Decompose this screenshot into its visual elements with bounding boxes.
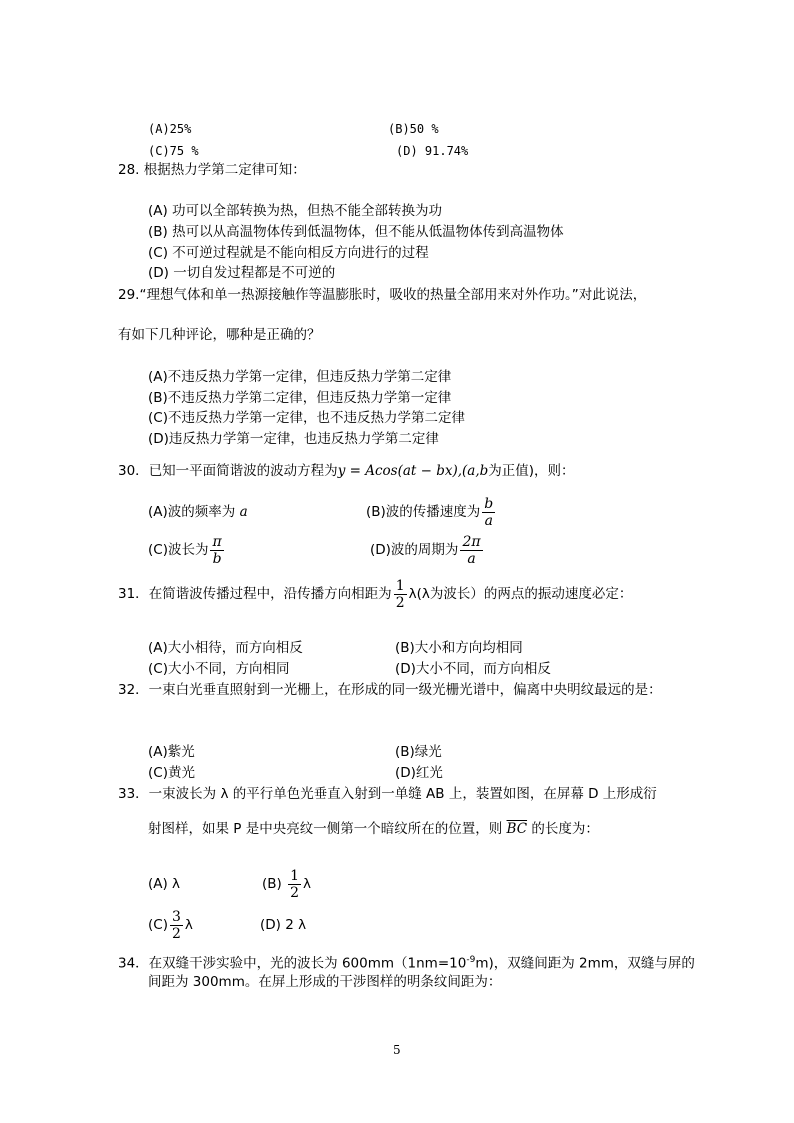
stem-text: 射图样，如果 P 是中央亮纹一侧第一个暗纹所在的位置，则 bbox=[148, 821, 503, 837]
question-stem-cont: 间距为 300mm。在屏上形成的干涉图样的明条纹间距为： bbox=[148, 974, 502, 990]
exponent: -9 bbox=[466, 955, 476, 965]
numerator: π bbox=[212, 533, 222, 550]
fraction bbox=[210, 534, 223, 567]
denominator: 2 bbox=[171, 925, 181, 942]
option-c: (C)不违反热力学第一定律，也不违反热力学第二定律 bbox=[148, 410, 465, 426]
option-c bbox=[148, 907, 193, 943]
fraction bbox=[482, 496, 495, 529]
denominator: a bbox=[484, 512, 493, 529]
option-a: (A)紫光 bbox=[148, 744, 195, 760]
option-c: (C) 不可逆过程就是不能向相反方向进行的过程 bbox=[148, 245, 429, 261]
option-b bbox=[262, 866, 311, 902]
math: a bbox=[239, 504, 248, 520]
option-c: (C)大小不同，方向相同 bbox=[148, 661, 290, 677]
fraction bbox=[460, 534, 482, 567]
option-text: (A)波的频率为 bbox=[148, 504, 236, 520]
option-c: (C)75 % bbox=[148, 144, 199, 158]
stem-text: 为正值)，则： bbox=[488, 463, 575, 479]
option-a bbox=[148, 503, 248, 521]
option-d: (D)红光 bbox=[395, 765, 443, 781]
stem-text: 已知一平面简谐波的波动方程为 bbox=[148, 463, 338, 479]
denominator: 2 bbox=[290, 884, 300, 901]
option-b: (B)不违反热力学第二定律，但违反热力学第一定律 bbox=[148, 390, 452, 406]
denominator: a bbox=[467, 550, 476, 567]
lambda: λ bbox=[184, 917, 193, 933]
stem-text: 的长度为： bbox=[531, 821, 599, 837]
question-stem: 33．一束波长为 λ 的平行单色光垂直入射到一单缝 AB 上，装置如图，在屏幕 D 上形成衍 bbox=[118, 786, 657, 802]
option-d: (D) 2 λ bbox=[260, 917, 307, 933]
fraction bbox=[394, 578, 407, 611]
lambda: λ bbox=[303, 876, 312, 892]
numerator: 1 bbox=[290, 867, 300, 884]
denominator: 2 bbox=[395, 594, 405, 611]
stem-text: λ(λ为波长）的两点的振动速度必定： bbox=[408, 586, 633, 602]
numerator: 3 bbox=[171, 908, 181, 925]
fraction bbox=[170, 909, 183, 942]
option-a: (A)25% bbox=[148, 122, 192, 136]
page-number: 5 bbox=[393, 1043, 401, 1057]
numerator: b bbox=[484, 495, 494, 512]
question-stem bbox=[118, 576, 632, 612]
question-stem-cont: 有如下几种评论，哪种是正确的？ bbox=[118, 327, 321, 343]
option-b: (B)绿光 bbox=[395, 744, 442, 760]
option-text: (D)波的周期为 bbox=[370, 542, 459, 558]
option-a: (A) 功可以全部转换为热，但热不能全部转换为功 bbox=[148, 203, 443, 219]
option-a: (A)大小相待，而方向相反 bbox=[148, 640, 303, 656]
option-d: (D) 一切自发过程都是不可逆的 bbox=[148, 265, 336, 281]
option-text: (B)波的传播速度为 bbox=[366, 504, 481, 520]
option-d: (D)违反热力学第一定律，也违反热力学第二定律 bbox=[148, 431, 439, 447]
option-d bbox=[370, 532, 485, 568]
option-c bbox=[148, 532, 226, 568]
option-a: (A)不违反热力学第一定律，但违反热力学第二定律 bbox=[148, 369, 452, 385]
segment-bc: $\overline{BC}$ bbox=[506, 821, 528, 837]
option-b: (B) 热可以从高温物体传到低温物体，但不能从低温物体传到高温物体 bbox=[148, 224, 564, 240]
option-a: (A) λ bbox=[148, 876, 181, 892]
option-b: (B)大小和方向均相同 bbox=[395, 640, 523, 656]
question-stem bbox=[118, 951, 695, 973]
numerator: 2π bbox=[462, 533, 481, 550]
denominator: b bbox=[212, 550, 222, 567]
option-text: (C)波长为 bbox=[148, 542, 209, 558]
numerator: 1 bbox=[395, 577, 405, 594]
question-stem: 29.“理想气体和单一热源接触作等温膨胀时，吸收的热量全部用来对外作功。”对此说法， bbox=[118, 287, 647, 303]
stem-text: 34．在双缝干涉实验中，光的波长为 600mm（1nm=10 bbox=[118, 955, 467, 972]
question-number: 30． bbox=[118, 463, 149, 479]
question-number: 31． bbox=[118, 586, 149, 602]
stem-text: 在简谐波传播过程中，沿传播方向相距为 bbox=[148, 586, 392, 602]
option-b bbox=[366, 494, 497, 530]
fraction bbox=[288, 868, 301, 901]
wave-equation: y = Acos(at − bx),(a,b bbox=[337, 463, 489, 479]
option-c: (C)黄光 bbox=[148, 765, 195, 781]
question-stem: 28. 根据热力学第二定律可知： bbox=[118, 162, 306, 178]
option-d: (D) 91.74% bbox=[396, 144, 469, 158]
option-b: (B)50 % bbox=[388, 122, 439, 136]
option-d: (D)大小不同，而方向相反 bbox=[395, 661, 551, 677]
question-stem: 32．一束白光垂直照射到一光栅上，在形成的同一级光栅光谱中，偏离中央明纹最远的是： bbox=[118, 682, 662, 698]
question-stem bbox=[118, 462, 575, 480]
question-stem-cont bbox=[148, 820, 599, 838]
stem-text: m)，双缝间距为 2mm，双缝与屏的 bbox=[475, 955, 695, 972]
option-text: (B) bbox=[262, 876, 282, 892]
option-text: (C) bbox=[148, 917, 168, 933]
